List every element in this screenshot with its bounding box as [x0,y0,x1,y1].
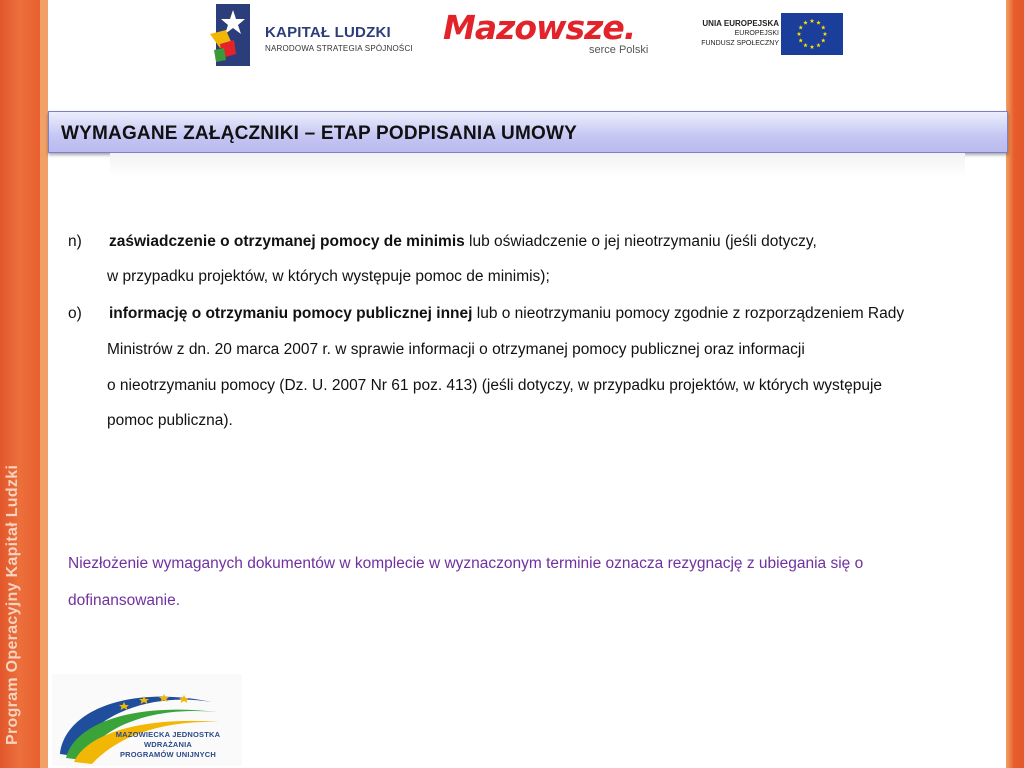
mazowsze-tagline: serce Polski [589,44,649,56]
eu-star-icon [816,20,821,24]
mazowsze-logo [443,8,663,60]
item-n-rest: lub oświadczenie o jej nieotrzymaniu (jeśli dotyczy, [464,233,817,250]
item-o-line-3: o nieotrzymaniu pomocy (Dz. U. 2007 Nr 61 poz. 413) (jeśli dotyczy, w przypadku projektów, w których występuje [107,377,883,394]
notice-line-1: Niezłożenie wymaganych dokumentów w komplecie w wyznaczonym terminie oznacza rezygnację z ubiegania się o [68,555,864,572]
kapital-ludzki-logo [210,4,420,66]
title-banner [48,111,1008,153]
item-o-bold: informację o otrzymaniu pomocy publicznej innej [109,305,473,322]
eu-flag-icon [781,13,843,55]
eu-fund-label-1: EUROPEJSKI [734,30,779,37]
eu-star-icon [810,19,815,23]
eu-star-icon [798,38,803,42]
eu-union-label: UNIA EUROPEJSKA [702,19,779,28]
eu-star-icon [797,32,802,36]
eu-star-icon [798,25,803,29]
item-o-line-2: Ministrów z dn. 20 marca 2007 r. w sprawie informacji o otrzymanej pomocy publicznej oraz informacji [107,341,805,358]
item-o-line-4: pomoc publiczna). [107,412,233,429]
mjwpu-line-3: PROGRAMÓW UNIJNYCH [119,750,217,759]
item-o-marker: o) [68,305,82,322]
eu-star-icon [821,38,826,42]
right-orange-band [1006,0,1024,768]
mjwpu-line-1: MAZOWIECKA JEDNOSTKA [115,730,221,739]
eu-star-icon [823,32,828,36]
eu-logo [690,13,845,55]
eu-star-icon [821,25,826,29]
eu-fund-label-2: FUNDUSZ SPOŁECZNY [701,40,779,47]
eu-star-icon [803,43,808,47]
title-underlay [110,153,965,177]
eu-star-icon [803,20,808,24]
page-title: WYMAGANE ZAŁĄCZNIKI – ETAP PODPISANIA UMOWY [61,123,577,144]
mjwpu-line-2: WDRAŻANIA [143,740,193,749]
left-band-highlight [40,0,48,768]
eu-star-icon [816,43,821,47]
kapital-ludzki-title: KAPITAŁ LUDZKI [265,24,391,41]
item-n-text [109,233,817,251]
item-n-bold: zaświadczenie o otrzymanej pomocy de minimis [109,233,465,250]
item-n-marker: n) [68,233,82,250]
mjwpu-logo [52,674,242,766]
side-program-text: Program Operacyjny Kapitał Ludzki [4,464,21,745]
kapital-ludzki-flag-icon [210,4,250,66]
notice-line-2: dofinansowanie. [68,592,181,609]
item-o-rest: lub o nieotrzymaniu pomocy zgodnie z rozporządzeniem Rady [472,305,905,322]
kapital-ludzki-subtitle: NARODOWA STRATEGIA SPÓJNOŚCI [265,44,413,53]
item-o-text [109,305,904,323]
item-n-line-2: w przypadku projektów, w których występuje pomoc de minimis); [107,268,550,285]
eu-star-icon [810,45,815,49]
mazowsze-wordmark: Mazowsze. [443,8,636,47]
